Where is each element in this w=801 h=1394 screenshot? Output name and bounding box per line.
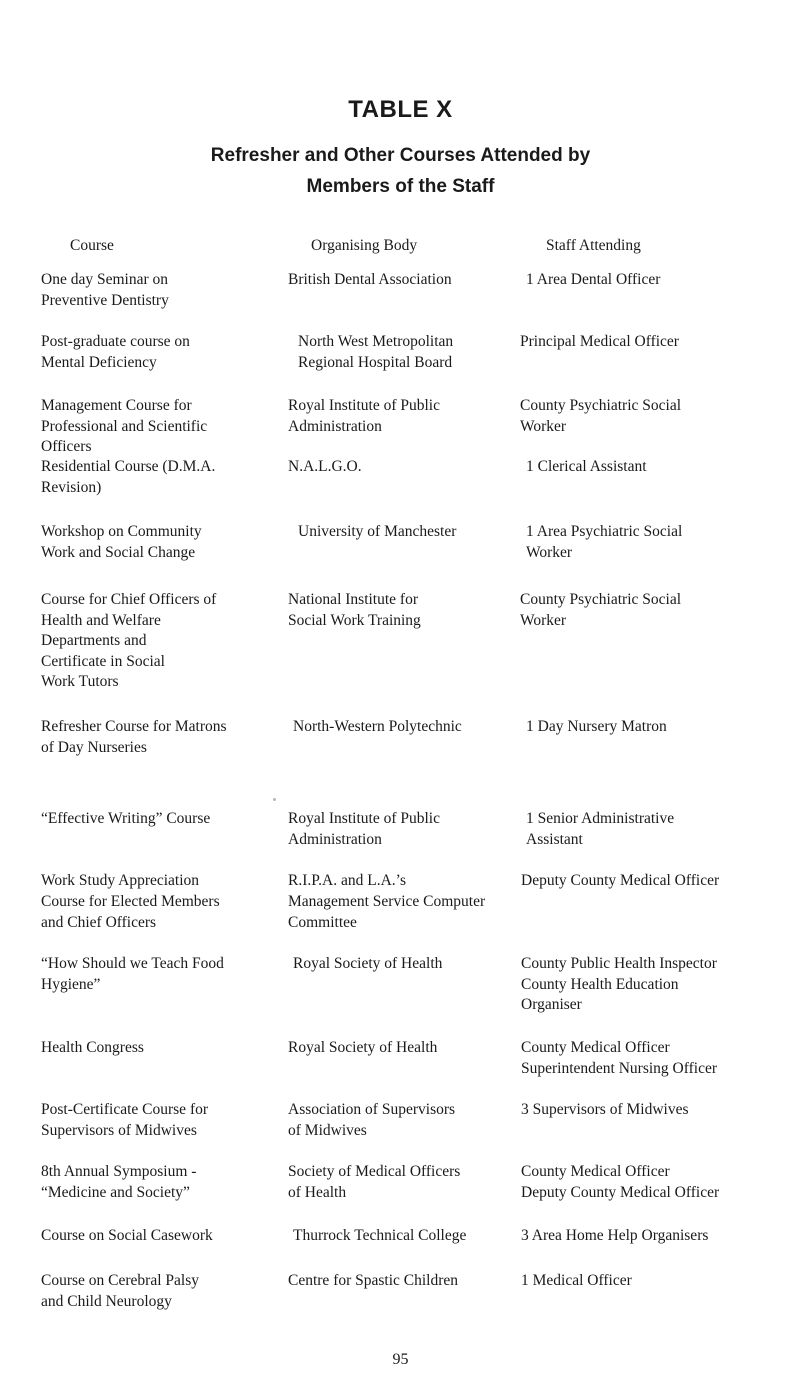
organising-body-cell: R.I.P.A. and L.A.’s bbox=[288, 872, 406, 889]
staff-attending-cell: Principal Medical Officer bbox=[520, 333, 679, 350]
organising-body-cell: Royal Institute of Public Administration bbox=[288, 397, 440, 435]
organising-body-cell: British Dental Association bbox=[288, 271, 452, 288]
column-header-course: Course bbox=[70, 237, 114, 254]
staff-attending-cell: County Psychiatric Social Worker bbox=[520, 591, 682, 629]
staff-attending-cell: 1 Senior Administrative Assistant bbox=[526, 810, 675, 848]
column-header-staff-attending: Staff Attending bbox=[546, 237, 641, 254]
staff-attending-cell: County Medical Officer Deputy County Medical Officer bbox=[521, 1163, 720, 1201]
course-cell: Post-graduate course on Mental Deficiency bbox=[41, 333, 190, 371]
staff-attending-cell: 1 Area Psychiatric Social Worker bbox=[526, 523, 683, 561]
organising-body-cell: North West Metropolitan Regional Hospital Board bbox=[298, 333, 454, 371]
course-cell: “Effective Writing” Course bbox=[41, 810, 211, 827]
organising-body-cell: Royal Society of Health bbox=[293, 955, 443, 972]
course-cell: 8th Annual Symposium - “Medicine and Society” bbox=[41, 1163, 197, 1201]
course-cell: Residential Course (D.M.A. Revision) bbox=[41, 458, 216, 496]
organising-body-cell: Society of Medical Officers of Health bbox=[288, 1163, 461, 1201]
staff-attending-cell: 1 Clerical Assistant bbox=[526, 458, 647, 475]
column-header-organising-body: Organising Body bbox=[311, 237, 418, 254]
table-title: TABLE X bbox=[348, 96, 453, 123]
course-cell: Management Course for Professional and Scientific Officers bbox=[41, 397, 208, 455]
course-cell: Work Study Appreciation bbox=[41, 872, 200, 889]
course-cell: Refresher Course for Matrons of Day Nurseries bbox=[41, 718, 227, 756]
course-cell: Course on Cerebral Palsy and Child Neurology bbox=[41, 1272, 199, 1310]
organising-body-cell: Management Service Computer Committee bbox=[288, 893, 486, 931]
course-cell: Health Congress bbox=[41, 1039, 144, 1056]
organising-body-cell: National Institute for Social Work Training bbox=[288, 591, 421, 629]
staff-attending-cell: 3 Supervisors of Midwives bbox=[521, 1101, 689, 1118]
course-cell: Workshop on Community Work and Social Change bbox=[41, 523, 202, 561]
staff-attending-cell: 3 Area Home Help Organisers bbox=[521, 1227, 709, 1244]
staff-attending-cell: County Public Health Inspector County Health Education Organiser bbox=[521, 955, 717, 1013]
organising-body-cell: Association of Supervisors of Midwives bbox=[288, 1101, 456, 1139]
organising-body-cell: University of Manchester bbox=[298, 523, 457, 540]
staff-attending-cell: 1 Medical Officer bbox=[521, 1272, 632, 1289]
course-cell: One day Seminar on Preventive Dentistry bbox=[41, 271, 169, 309]
staff-attending-cell: County Psychiatric Social Worker bbox=[520, 397, 682, 435]
course-cell: “How Should we Teach Food Hygiene” bbox=[41, 955, 224, 993]
organising-body-cell: N.A.L.G.O. bbox=[288, 458, 362, 475]
organising-body-cell: Royal Society of Health bbox=[288, 1039, 438, 1056]
print-speck bbox=[273, 798, 276, 801]
page-number: 95 bbox=[392, 1351, 409, 1368]
table-subtitle-line-2: Members of the Staff bbox=[306, 176, 495, 197]
course-cell: Post-Certificate Course for Supervisors of Midwives bbox=[41, 1101, 209, 1139]
course-cell: Course on Social Casework bbox=[41, 1227, 213, 1244]
staff-attending-cell: Deputy County Medical Officer bbox=[521, 872, 720, 889]
organising-body-cell: Thurrock Technical College bbox=[293, 1227, 467, 1244]
organising-body-cell: North-Western Polytechnic bbox=[293, 718, 462, 735]
staff-attending-cell: 1 Day Nursery Matron bbox=[526, 718, 667, 735]
staff-attending-cell: County Medical Officer Superintendent Nursing Officer bbox=[521, 1039, 717, 1077]
course-cell: Course for Chief Officers of Health and Welfare Departments and Certificate in Social Work Tutors bbox=[41, 591, 217, 690]
organising-body-cell: Centre for Spastic Children bbox=[288, 1272, 459, 1289]
organising-body-cell: Royal Institute of Public Administration bbox=[288, 810, 440, 848]
staff-attending-cell: 1 Area Dental Officer bbox=[526, 271, 661, 288]
table-subtitle-line-1: Refresher and Other Courses Attended by bbox=[210, 145, 591, 166]
course-cell: Course for Elected Members and Chief Officers bbox=[41, 893, 220, 931]
